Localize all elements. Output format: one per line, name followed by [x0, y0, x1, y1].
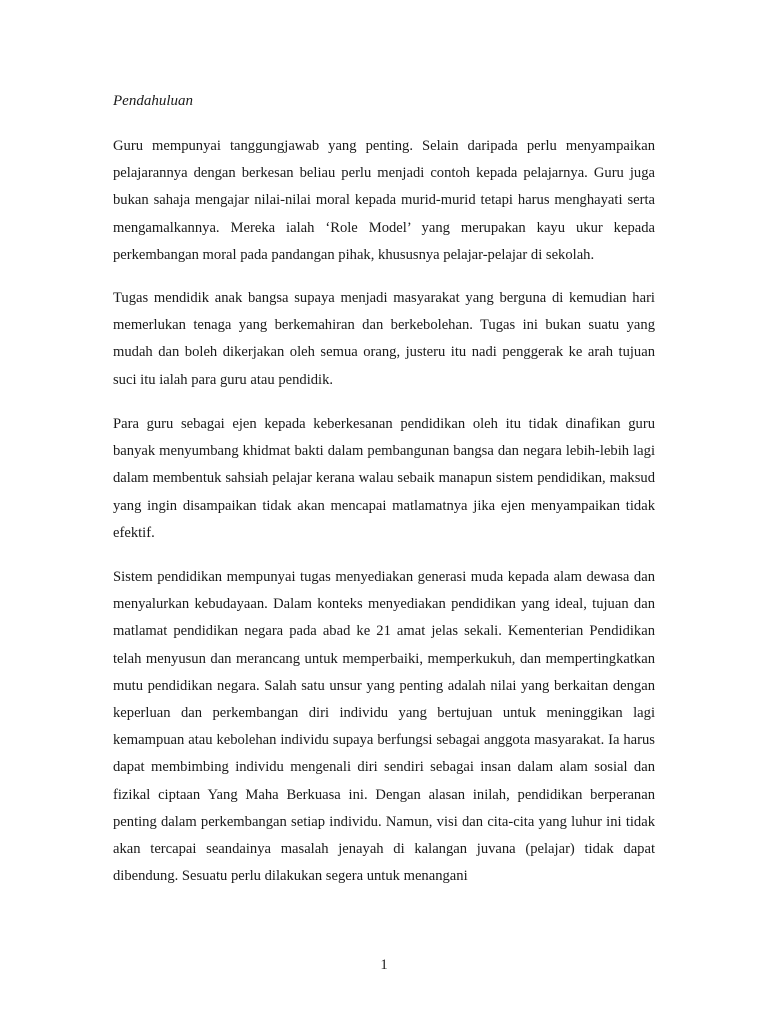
- paragraph-4: Sistem pendidikan mempunyai tugas menyediakan generasi muda kepada alam dewasa dan menyalurkan kebudayaan. Dalam konteks menyediakan pendidikan yang ideal, tujuan dan matlamat pendidikan negara pada abad ke 21 amat jelas sekali. Kementerian Pendidikan telah menyusun dan merancang untuk memperbaiki, memperkukuh, dan mempertingkatkan mutu pendidikan negara. Salah satu unsur yang penting adalah nilai yang berkaitan dengan keperluan dan perkembangan diri individu yang bertujuan untuk meninggikan lagi kemampuan atau kebolehan individu supaya berfungsi sebagai anggota masyarakat. Ia harus dapat membimbing individu mengenali diri sendiri sebagai insan dalam alam sosial dan fizikal ciptaan Yang Maha Berkuasa ini. Dengan alasan inilah, pendidikan berperanan penting dalam perkembangan setiap individu. Namun, visi dan cita-cita yang luhur ini tidak akan tercapai seandainya masalah jenayah di kalangan juvana (pelajar) tidak dapat dibendung. Sesuatu perlu dilakukan segera untuk menangani: [113, 569, 655, 885]
- section-heading: Pendahuluan: [113, 93, 193, 109]
- paragraph-3: Para guru sebagai ejen kepada keberkesanan pendidikan oleh itu tidak dinafikan guru banyak menyumbang khidmat bakti dalam pembangunan bangsa dan negara lebih-lebih lagi dalam membentuk sahsiah pelajar kerana walau sebaik manapun sistem pendidikan, maksud yang ingin disampaikan tidak akan mencapai matlamatnya jika ejen menyampaikan tidak efektif.: [113, 416, 655, 541]
- paragraph-2: Tugas mendidik anak bangsa supaya menjadi masyarakat yang berguna di kemudian hari memerlukan tenaga yang berkemahiran dan berkebolehan. Tugas ini bukan suatu yang mudah dan boleh dikerjakan oleh semua orang, justeru itu nadi penggerak ke arah tujuan suci itu ialah para guru atau pendidik.: [113, 290, 655, 388]
- paragraph-1: Guru mempunyai tanggungjawab yang penting. Selain daripada perlu menyampaikan pelajarannya dengan berkesan beliau perlu menjadi contoh kepada pelajarnya. Guru juga bukan sahaja mengajar nilai-nilai moral kepada murid-murid tetapi harus menghayati serta mengamalkannya. Mereka ialah ‘Role Model’ yang merupakan kayu ukur kepada perkembangan moral pada pandangan pihak, khususnya pelajar-pelajar di sekolah.: [113, 138, 655, 263]
- page-number: 1: [380, 957, 388, 973]
